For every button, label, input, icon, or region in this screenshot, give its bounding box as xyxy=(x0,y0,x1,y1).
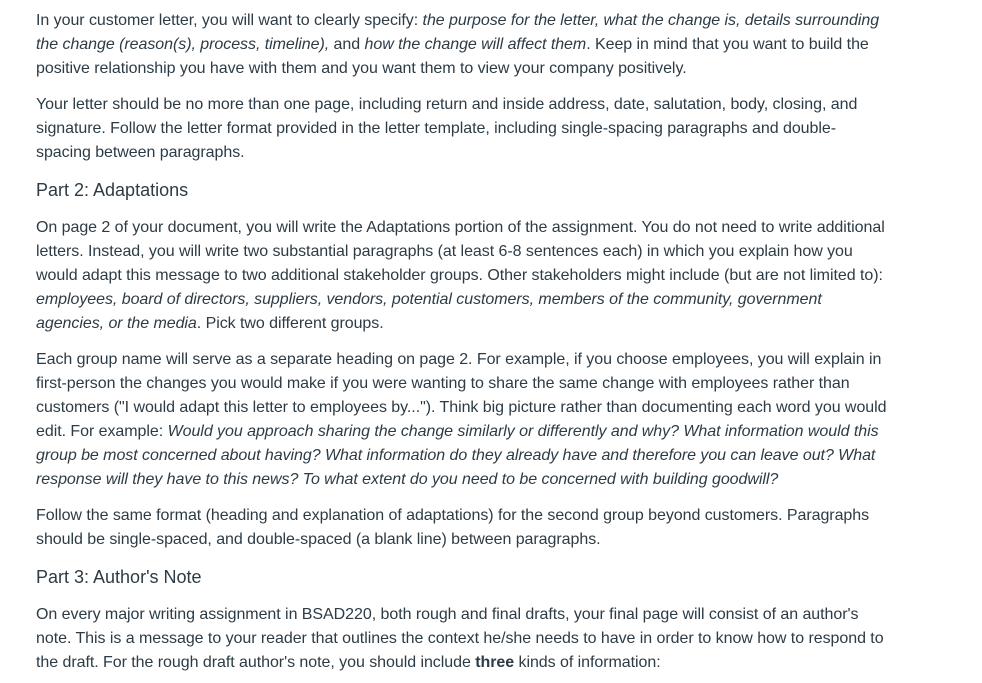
text-run: . Keep in mind that you want to build the positive relationship you have with them and you want them to view your company positively. xyxy=(36,36,869,77)
emphasis-run: the purpose for the letter, what the change is, details surrounding the change (reason(s), process, timeline), xyxy=(36,12,880,53)
text-run: Each group name will serve as a separate heading on page 2. For example, if you choose employees, you will explain in first-person the changes you would make if you were wanting to share the same change with employees rather than customers ("I would adapt this letter to employees by..."). Think big picture rather than documenting each word you would edit. For example: xyxy=(36,351,887,440)
text-run: On every major writing assignment in BSAD220, both rough and final drafts, your final page will consist of an author's note. This is a message to your reader that outlines the context he/she needs to have in order to know how to respond to the draft. For the rough draft author's note, you should include xyxy=(36,606,884,671)
paragraph-second-group-format: Follow the same format (heading and explanation of adaptations) for the second group beyond customers. Paragraphs should be single-spaced, and double-spaced (a blank line) between paragraphs. xyxy=(36,507,870,548)
emphasis-run: employees, board of directors, suppliers, vendors, potential customers, members of the community, government agencies, or the media xyxy=(36,291,822,332)
paragraph-letter-length: Your letter should be no more than one page, including return and inside address, date, salutation, body, closing, and signature. Follow the letter format provided in the letter template, including single-spacing paragraphs and double-spacing between paragraphs. xyxy=(36,96,858,161)
bold-run: three xyxy=(475,654,515,671)
heading-part-2-adaptations: Part 2: Adaptations xyxy=(36,180,189,200)
paragraph-adaptations-intro xyxy=(36,216,888,336)
text-run: and xyxy=(329,36,365,53)
heading-part-3-authors-note: Part 3: Author's Note xyxy=(36,567,202,587)
emphasis-run: how the change will affect them xyxy=(364,36,587,53)
text-run: On page 2 of your document, you will write the Adaptations portion of the assignment. You do not need to write additional letters. Instead, you will write two substantial paragraphs (at least 6-8 sentences each) in which you explain how you would adapt this message to two additional stakeholder groups. Other stakeholders might include (but are not limited to): xyxy=(36,219,885,284)
paragraph-group-heading-example xyxy=(36,348,888,492)
text-run: In your customer letter, you will want to clearly specify: xyxy=(36,12,423,29)
text-run: kinds of information: xyxy=(514,654,661,671)
paragraph-authors-note-intro xyxy=(36,603,888,675)
emphasis-run: Would you approach sharing the change similarly or differently and why? What information would this group be most concerned about having? What information do they already have and therefore you can leave out? What response will they have to this news? To what extent do you need to be concerned with building goodwill? xyxy=(36,423,879,488)
text-run: . Pick two different groups. xyxy=(196,315,384,332)
paragraph-customer-letter-specifics xyxy=(36,9,888,81)
